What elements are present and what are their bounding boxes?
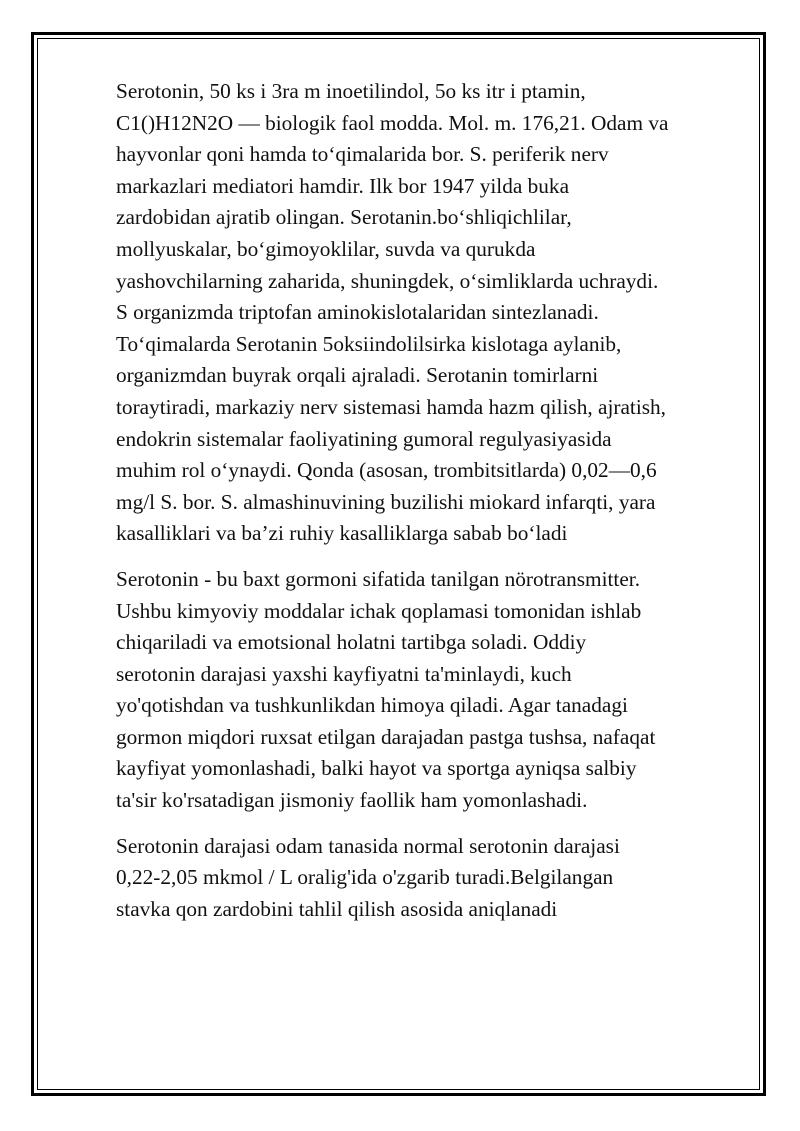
- paragraph: Serotonin - bu baxt gormoni sifatida tanilgan nörotransmitter. Ushbu kimyoviy moddalar ichak qoplamasi tomonidan ishlab chiqariladi va emotsional holatni tartibga soladi. Oddiy serotonin darajasi yaxshi kayfiyatni ta'minlaydi, kuch yo'qotishdan va tushkunlikdan himoya qiladi. Agar tanadagi gormon miqdori ruxsat etilgan darajadan pastga tushsa, nafaqat kayfiyat yomonlashadi, balki hayot va sportga ayniqsa salbiy ta'sir ko'rsatadigan jismoniy faollik ham yomonlashadi.: [116, 566, 656, 813]
- paragraph: Serotonin darajasi odam tanasida normal serotonin darajasi 0,22-2,05 mkmol / L oralig'ida o'zgarib turadi.Belgilangan stavka qon zardobini tahlil qilish asosida aniqlanadi: [116, 833, 620, 921]
- document-body: [116, 76, 756, 939]
- paragraph: Serotonin, 50 ks i 3ra m inoetilindol, 5o ks itr i ptamin, C1()H12N2O — biologik faol modda. Mol. m. 176,21. Odam va hayvonlar qoni hamda to‘qimalarida bor. S. periferik nerv markazlari mediatori hamdir. Ilk bor 1947 yilda buka zardobidan ajratib olingan. Serotanin.bo‘shliqichlilar, mollyuskalar, bo‘gimoyoklilar, suvda va qurukda yashovchilarning zaharida, shuningdek, o‘simliklarda uchraydi. S organizmda triptofan aminokislotalaridan sintezlanadi. To‘qimalarda Serotanin 5oksiindolilsirka kislotaga aylanib, organizmdan buyrak orqali ajraladi. Serotanin tomirlarni toraytiradi, markaziy nerv sistemasi hamda hazm qilish, ajratish, endokrin sistemalar faoliyatining gumoral regulyasiyasida muhim rol o‘ynaydi. Qonda (asosan, trombitsitlarda) 0,02—0,6 mg/l S. bor. S. almashinuvining buzilishi miokard infarqti, yara kasalliklari va ba’zi ruhiy kasalliklarga sabab bo‘ladi: [116, 79, 669, 546]
